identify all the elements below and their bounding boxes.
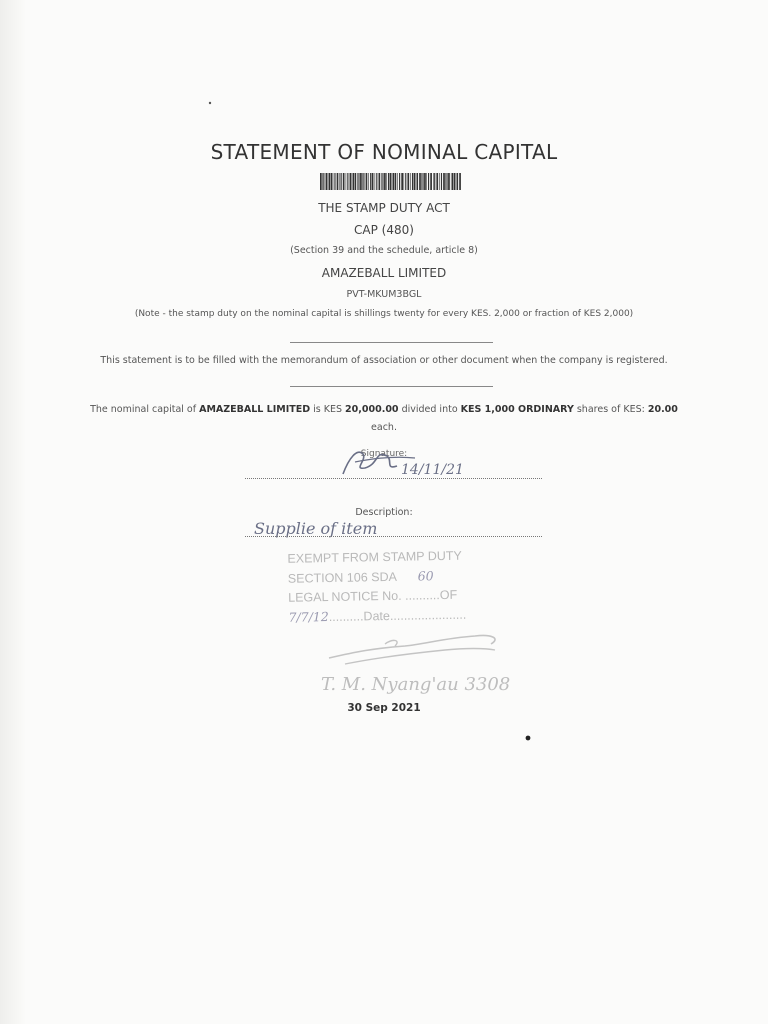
capital-shares-of: shares of KES: (576, 404, 645, 415)
divider-top (290, 342, 493, 343)
barcode-bar (388, 173, 389, 190)
company-name: AMAZEBALL LIMITED (321, 266, 447, 280)
barcode-bar (333, 173, 334, 190)
barcode-bar (328, 173, 329, 190)
barcode-bar (339, 173, 340, 190)
barcode-bar (376, 173, 377, 190)
barcode-bar (414, 173, 416, 190)
barcode-bar (392, 173, 393, 190)
barcode-bar (395, 173, 397, 190)
signature-label: Signature: (360, 449, 408, 459)
barcode-bar (426, 173, 427, 190)
ink-speck (524, 734, 532, 742)
document-date: 30 Sep 2021 (347, 702, 421, 714)
description-line (245, 536, 542, 537)
act-heading: THE STAMP DUTY ACT (318, 201, 450, 215)
stamp-duty-note: (Note - the stamp duty on the nominal capital is shillings twenty for every KES. 2,000 or fraction of KES 2,000) (134, 309, 634, 319)
barcode-bar (386, 173, 387, 190)
capital-company: AMAZEBALL LIMITED (199, 404, 311, 415)
barcode-bar (343, 173, 345, 190)
barcode-bar (329, 173, 330, 190)
barcode-bar (441, 173, 442, 190)
stamp-line-2: SECTION 106 SDA 60 (287, 568, 434, 586)
barcode (320, 173, 463, 190)
barcode-bar (446, 173, 447, 190)
ink-speck-small (208, 101, 212, 105)
barcode-bar (401, 173, 403, 190)
barcode-bar (459, 173, 461, 190)
signature-line (245, 478, 542, 479)
barcode-bar (456, 173, 457, 190)
barcode-bar (405, 173, 406, 190)
barcode-bar (410, 173, 411, 190)
signature-date-hand: 14/11/21 (401, 462, 464, 478)
stamp-line-1: EXEMPT FROM STAMP DUTY (287, 548, 462, 566)
barcode-bar (404, 173, 405, 190)
barcode-bar (424, 173, 426, 190)
barcode-bar (358, 173, 359, 190)
exemption-stamp (287, 546, 488, 627)
barcode-bar (323, 173, 324, 190)
barcode-bar (433, 173, 434, 190)
description-label: Description: (355, 507, 413, 518)
barcode-bar (393, 173, 394, 190)
barcode-bar (412, 173, 413, 190)
barcode-bar (379, 173, 381, 190)
official-signature (315, 628, 515, 700)
barcode-bar (381, 173, 382, 190)
barcode-bar (320, 173, 322, 190)
barcode-bar (419, 173, 421, 190)
barcode-bar (363, 173, 364, 190)
barcode-bar (360, 173, 362, 190)
barcode-bar (350, 173, 352, 190)
stamp-line-4: 7/7/12..........Date...................... (288, 607, 467, 625)
barcode-bar (454, 173, 456, 190)
barcode-bar (347, 173, 348, 190)
capital-share-value: 20.00 (647, 404, 678, 415)
barcode-bar (422, 173, 423, 190)
barcode-bar (355, 173, 357, 190)
capital-shares: KES 1,000 ORDINARY (460, 404, 574, 415)
barcode-bar (382, 173, 383, 190)
barcode-bar (326, 173, 328, 190)
barcode-bar (366, 173, 368, 190)
barcode-bar (390, 173, 392, 190)
capital-divided: divided into (401, 404, 458, 415)
nominal-capital-statement (0, 404, 768, 415)
stamp-line-3: LEGAL NOTICE No. ..........OF (288, 587, 458, 605)
filing-instruction: This statement is to be filled with the memorandum of association or other document when the company is registered. (100, 355, 668, 366)
barcode-bar (346, 173, 347, 190)
barcode-bar (397, 173, 398, 190)
barcode-bar (457, 173, 458, 190)
barcode-bar (399, 173, 400, 190)
capital-prefix: The nominal capital of (90, 404, 197, 415)
barcode-bar (416, 173, 417, 190)
barcode-bar (322, 173, 323, 190)
barcode-bar (370, 173, 371, 190)
barcode-bar (357, 173, 358, 190)
registration-number: PVT-MKUM3BGL (346, 289, 422, 300)
svg-text:Supplie of item: Supplie of item (254, 519, 378, 538)
barcode-bar (443, 173, 445, 190)
capital-amount: 20,000.00 (345, 404, 399, 415)
handwritten-signature (335, 440, 485, 482)
barcode-bar (337, 173, 339, 190)
barcode-bar (368, 173, 369, 190)
section-reference: (Section 39 and the schedule, article 8) (290, 245, 478, 256)
barcode-bar (451, 173, 452, 190)
barcode-bar (352, 173, 353, 190)
barcode-bar (428, 173, 429, 190)
barcode-bar (445, 173, 446, 190)
barcode-bar (439, 173, 440, 190)
barcode-bar (334, 173, 335, 190)
barcode-bar (430, 173, 432, 190)
barcode-bar (434, 173, 435, 190)
cap-number: CAP (480) (354, 223, 414, 237)
capital-is: is KES (313, 404, 343, 415)
barcode-bar (436, 173, 438, 190)
barcode-bar (421, 173, 422, 190)
document-title: STATEMENT OF NOMINAL CAPITAL (210, 140, 558, 164)
barcode-bar (372, 173, 374, 190)
barcode-bar (362, 173, 363, 190)
barcode-bar (417, 173, 418, 190)
barcode-bar (341, 173, 342, 190)
official-signature-name: T. M. Nyang'au 3308 (321, 674, 511, 695)
capital-suffix: each. (371, 422, 397, 433)
barcode-bar (384, 173, 386, 190)
barcode-bar (448, 173, 450, 190)
stamp-hand-date: 7/7/12 (288, 609, 329, 625)
barcode-bar (331, 173, 333, 190)
barcode-bar (353, 173, 354, 190)
stamp-hand-number: 60 (417, 568, 434, 584)
barcode-bar (407, 173, 409, 190)
divider-bottom (290, 386, 493, 387)
barcode-bar (452, 173, 453, 190)
barcode-bar (375, 173, 376, 190)
